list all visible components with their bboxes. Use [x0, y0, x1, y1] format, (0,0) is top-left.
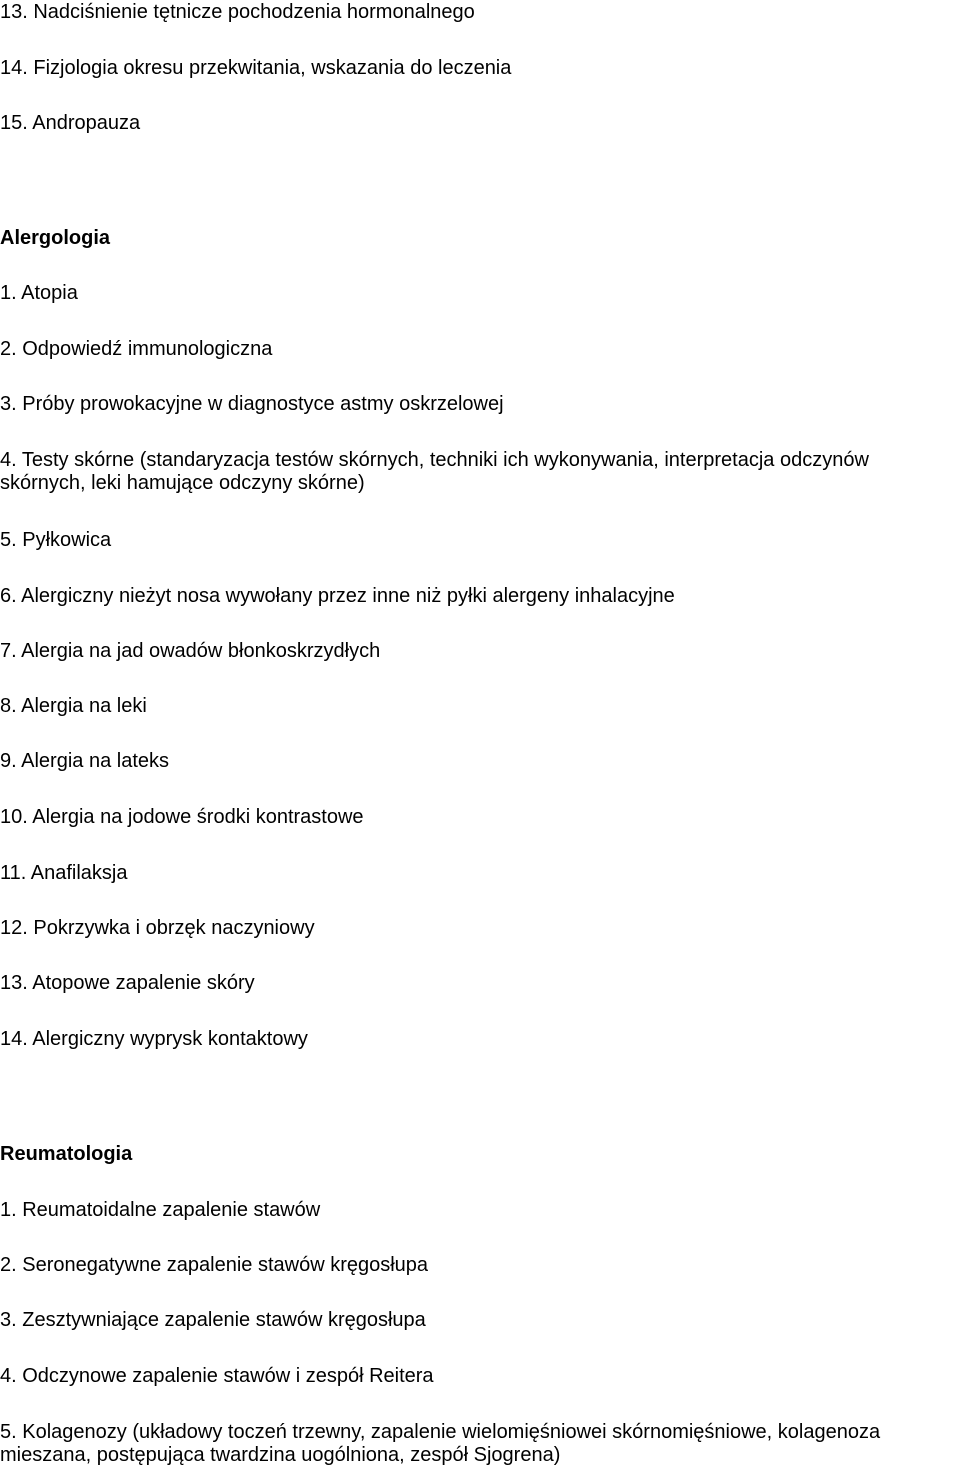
section-heading-alergologia: Alergologia [0, 227, 111, 249]
list-item: 13. Atopowe zapalenie skóry [0, 972, 255, 994]
list-item: 13. Nadciśnienie tętnicze pochodzenia hormonalnego [0, 1, 475, 23]
list-item: 5. Kolagenozy (układowy toczeń trzewny, zapalenie wielomięśniowei skórnomięśniowe, kolagenoza mieszana, postępująca twardzina uogólniona, zespół Sjogrena) [0, 1421, 881, 1466]
list-item: 11. Anafilaksja [0, 862, 128, 884]
list-item: 3. Próby prowokacyjne w diagnostyce astmy oskrzelowej [0, 393, 504, 415]
list-item: 8. Alergia na leki [0, 695, 147, 717]
list-item: 2. Odpowiedź immunologiczna [0, 338, 273, 360]
list-item: 4. Odczynowe zapalenie stawów i zespół Reitera [0, 1365, 434, 1387]
list-item: 2. Seronegatywne zapalenie stawów kręgosłupa [0, 1254, 429, 1276]
section-heading-reumatologia: Reumatologia [0, 1143, 133, 1165]
list-item: 14. Fizjologia okresu przekwitania, wskazania do leczenia [0, 57, 512, 79]
list-item: 1. Reumatoidalne zapalenie stawów [0, 1199, 321, 1221]
list-item: 14. Alergiczny wyprysk kontaktowy [0, 1028, 308, 1050]
list-item: 1. Atopia [0, 282, 78, 304]
list-item: 10. Alergia na jodowe środki kontrastowe [0, 806, 364, 828]
list-item: 4. Testy skórne (standaryzacja testów skórnych, techniki ich wykonywania, interpretacja odczynów skórnych, leki hamujące odczyny skórne) [0, 449, 869, 494]
list-item: 7. Alergia na jad owadów błonkoskrzydłych [0, 640, 381, 662]
list-item: 6. Alergiczny nieżyt nosa wywołany przez inne niż pyłki alergeny inhalacyjne [0, 585, 675, 607]
list-item: 15. Andropauza [0, 112, 141, 134]
list-item: 3. Zesztywniające zapalenie stawów kręgosłupa [0, 1309, 426, 1331]
list-item: 5. Pyłkowica [0, 529, 112, 551]
list-item: 9. Alergia na lateks [0, 750, 169, 772]
list-item: 12. Pokrzywka i obrzęk naczyniowy [0, 917, 315, 939]
